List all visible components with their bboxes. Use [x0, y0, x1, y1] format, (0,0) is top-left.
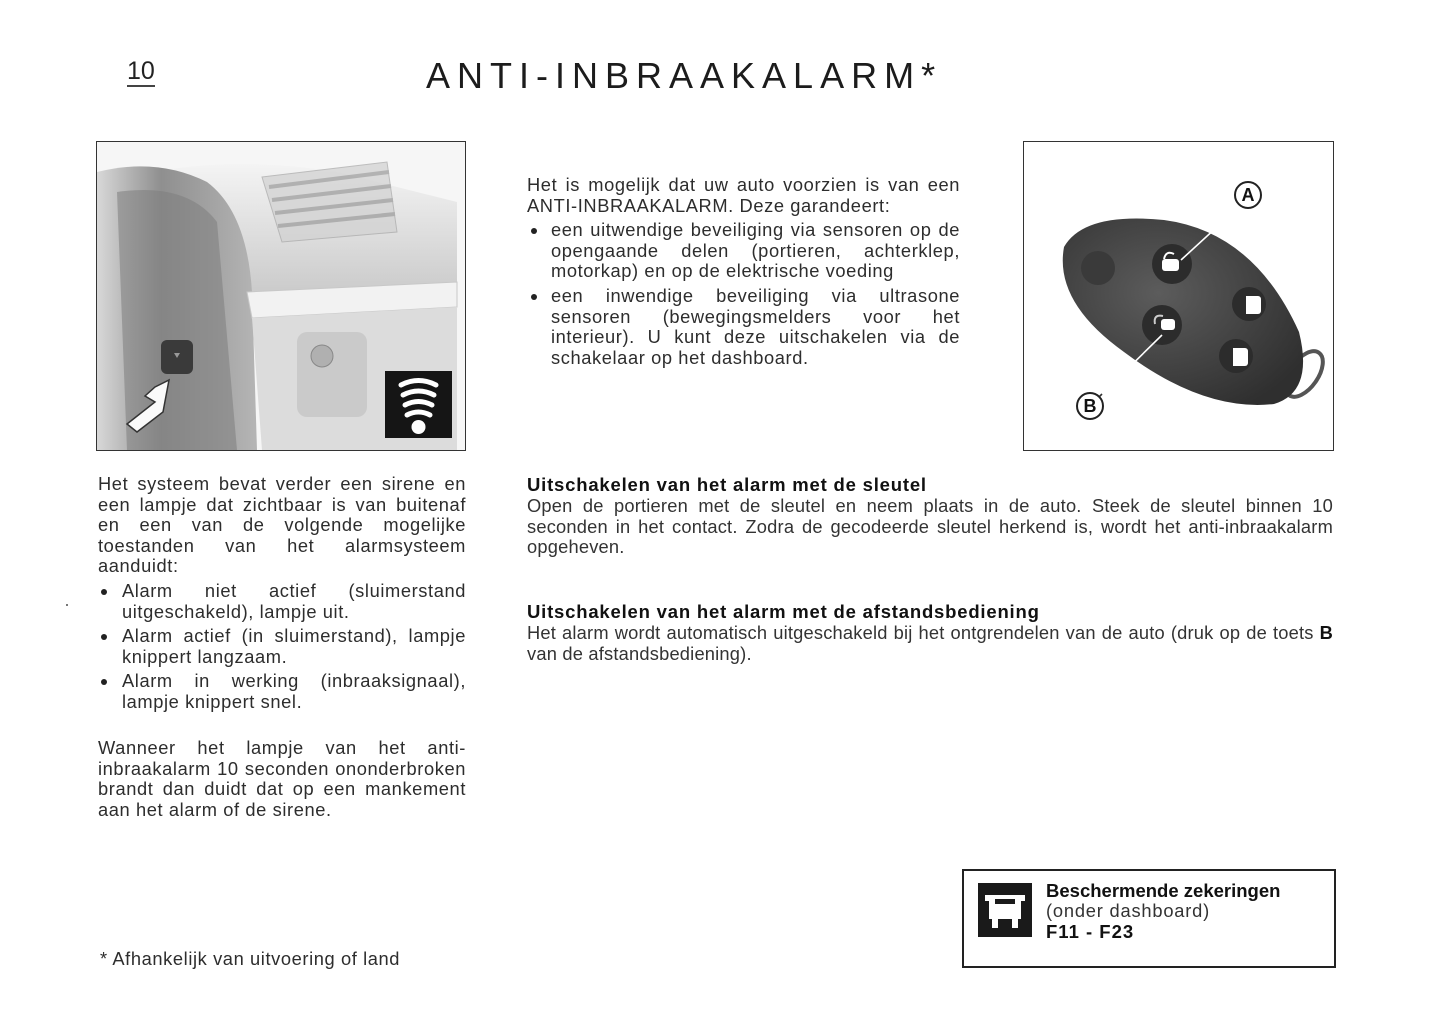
remote-key-illustration	[1024, 142, 1333, 450]
fuse-icon	[978, 883, 1032, 937]
section-text-before: Het alarm wordt automatisch uitgeschakeld bij het ontgrendelen van de auto (druk op de toets	[527, 622, 1320, 643]
section-text-after: van de afstandsbediening).	[527, 642, 752, 664]
section-text: Open de portieren met de sleutel en neem plaats in de auto. Steek de sleutel binnen 10 seconden in het contact. Zodra de gecodeerde sleutel herkend is, wordt het anti-inbraakalarm opgeheven.	[527, 495, 1333, 558]
fuse-title: Beschermende zekeringen	[1046, 880, 1281, 901]
section-text	[527, 623, 1333, 664]
intro-text	[527, 175, 960, 368]
alarm-states-list	[98, 581, 466, 713]
intro-bullet: een inwendige beveiliging via ultrasone sensoren (bewegingsmelders voor het interieur). U kunt deze uitschakelen via de schakelaar op het dashboard.	[527, 286, 960, 368]
intro-bullet: een uitwendige beveiliging via sensoren op de opengaande delen (portieren, achterklep, motorkap) en op de elektrische voeding	[527, 220, 960, 282]
intro-bullet-list	[527, 220, 960, 368]
key-b-reference: B	[1319, 622, 1333, 643]
alarm-state-item: Alarm niet actief (sluimerstand uitgeschakeld), lampje uit.	[98, 581, 466, 622]
callout-label-b: B	[1076, 392, 1104, 420]
fuse-info-text	[1046, 880, 1280, 942]
malfunction-note: Wanneer het lampje van het anti-inbraakalarm 10 seconden ononderbroken brandt dan duidt dat op een mankement aan het alarm of de sirene.	[98, 737, 466, 820]
alarm-wave-icon	[385, 371, 452, 438]
page-title: ANTI-INBRAAKALARM*	[426, 55, 943, 96]
alarm-states-text	[98, 474, 466, 713]
fuse-location: (onder dashboard)	[1046, 900, 1211, 921]
scan-artifact	[66, 604, 68, 606]
alarm-state-item: Alarm in werking (inbraaksignaal), lampje knippert snel.	[98, 671, 466, 712]
section-heading: Uitschakelen van het alarm met de sleutel	[527, 474, 927, 495]
section-heading: Uitschakelen van het alarm met de afstandsbediening	[527, 601, 1040, 622]
alarm-state-item: Alarm actief (in sluimerstand), lampje knippert langzaam.	[98, 626, 466, 667]
footnote: * Afhankelijk van uitvoering of land	[100, 948, 401, 969]
fuse-info-box	[962, 869, 1336, 968]
page-number: 10	[127, 57, 155, 85]
dashboard-figure	[96, 141, 466, 451]
intro-paragraph: Het is mogelijk dat uw auto voorzien is van een ANTI-INBRAAKALARM. Deze garandeert:	[527, 174, 960, 216]
remote-figure	[1023, 141, 1334, 451]
fuse-range: F11 - F23	[1046, 921, 1135, 942]
section-disarm-with-key	[527, 474, 1333, 558]
section-disarm-with-remote	[527, 601, 1333, 664]
alarm-system-paragraph: Het systeem bevat verder een sirene en een lampje dat zichtbaar is van buitenaf en een van de volgende mogelijke toestanden van het alarmsysteem aanduidt:	[98, 473, 466, 577]
callout-label-a: A	[1234, 181, 1262, 209]
